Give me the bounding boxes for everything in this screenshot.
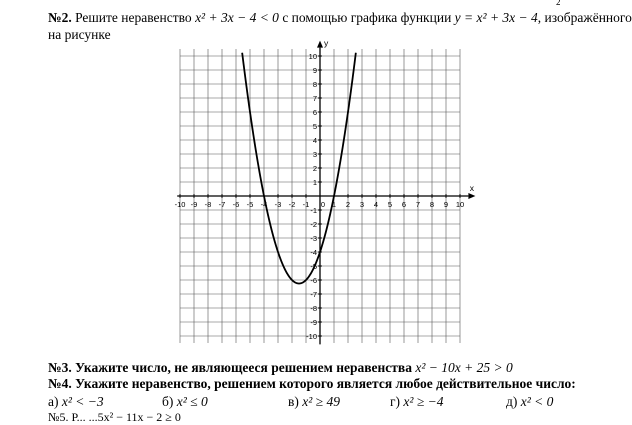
x-tick-label: -8 bbox=[204, 200, 212, 209]
problem-3-number: №3. bbox=[48, 360, 72, 375]
x-tick-label: 0 bbox=[320, 200, 326, 209]
y-tick-label: -9 bbox=[310, 318, 317, 327]
y-tick-label: -6 bbox=[310, 276, 317, 285]
problem-4 bbox=[48, 376, 576, 392]
function-graph bbox=[160, 38, 480, 344]
option-e-label: д) bbox=[506, 394, 518, 409]
y-tick-label: -8 bbox=[310, 304, 317, 313]
option-a-label: а) bbox=[48, 394, 59, 409]
x-tick-label: 9 bbox=[443, 200, 449, 209]
problem-3-inequality: x² − 10x + 25 > 0 bbox=[415, 360, 513, 375]
option-b-expr: x² ≤ 0 bbox=[176, 394, 208, 409]
y-tick-label: -10 bbox=[306, 332, 317, 341]
option-b bbox=[162, 394, 208, 410]
option-a bbox=[48, 394, 104, 410]
option-d-label: г) bbox=[390, 394, 401, 409]
problem-4-text: Укажите неравенство, решением которого является любое действительное число: bbox=[75, 376, 576, 391]
problem-2-inequality: x² + 3x − 4 < 0 bbox=[195, 10, 279, 25]
y-tick-label: -7 bbox=[310, 290, 317, 299]
x-tick-label: 7 bbox=[415, 200, 421, 209]
problem-4-number: №4. bbox=[48, 376, 72, 391]
x-axis-arrow bbox=[468, 193, 475, 199]
option-e-expr: x² < 0 bbox=[520, 394, 554, 409]
problem-3 bbox=[48, 360, 513, 376]
x-tick-label: -10 bbox=[174, 200, 186, 209]
option-b-label: б) bbox=[162, 394, 174, 409]
problem-3-text: Укажите число, не являющееся решением неравенства bbox=[75, 360, 412, 375]
option-c bbox=[288, 394, 340, 410]
problem-2-line-2: на рисунке bbox=[48, 27, 111, 42]
x-tick-label: 2 bbox=[345, 200, 351, 209]
x-tick-label: 8 bbox=[429, 200, 435, 209]
y-axis-arrow bbox=[317, 41, 323, 48]
x-tick-label: -6 bbox=[232, 200, 240, 209]
x-tick-label: 6 bbox=[401, 200, 407, 209]
y-tick-label: -2 bbox=[310, 220, 317, 229]
x-axis-name: x bbox=[469, 183, 475, 193]
y-tick-label: -4 bbox=[310, 248, 317, 257]
x-tick-label: -3 bbox=[274, 200, 282, 209]
x-tick-label: -2 bbox=[288, 200, 296, 209]
option-d bbox=[390, 394, 443, 410]
y-tick-label: -1 bbox=[310, 206, 317, 215]
x-tick-label: 3 bbox=[359, 200, 365, 209]
problem-2-text-a: Решите неравенство bbox=[75, 10, 192, 25]
y-tick-label: 4 bbox=[312, 136, 317, 145]
x-tick-label: 5 bbox=[387, 200, 393, 209]
x-tick-label: -1 bbox=[302, 200, 310, 209]
x-tick-label: -5 bbox=[246, 200, 254, 209]
y-tick-label: 10 bbox=[308, 52, 317, 61]
problem-2-function: y = x² + 3x − 4 bbox=[454, 10, 538, 25]
option-c-label: в) bbox=[288, 394, 299, 409]
y-tick-label: 3 bbox=[312, 150, 317, 159]
x-tick-label: -4 bbox=[260, 200, 268, 209]
y-tick-label: 7 bbox=[312, 94, 317, 103]
option-e bbox=[506, 394, 553, 410]
x-tick-label: 4 bbox=[373, 200, 379, 209]
problem-2-line-1 bbox=[48, 10, 632, 26]
y-tick-label: -5 bbox=[310, 262, 317, 271]
x-tick-label: -7 bbox=[218, 200, 226, 209]
y-axis-name: y bbox=[324, 38, 329, 49]
y-tick-label: 5 bbox=[312, 122, 317, 131]
y-tick-label: 8 bbox=[312, 80, 317, 89]
y-tick-label: 6 bbox=[312, 108, 317, 117]
problem-2-text-b: с помощью графика функции bbox=[282, 10, 452, 25]
x-tick-label: 10 bbox=[455, 200, 465, 209]
y-tick-label: 9 bbox=[312, 66, 317, 75]
problem-2-number: №2. bbox=[48, 10, 72, 25]
problem-5-cut-off: №5. Р... ...5x² − 11x − 2 ≥ 0 bbox=[48, 410, 181, 424]
y-tick-label: 2 bbox=[312, 164, 317, 173]
y-tick-label: 1 bbox=[312, 178, 317, 187]
corner-mark: 2 bbox=[556, 0, 561, 7]
x-tick-label: 1 bbox=[331, 200, 337, 209]
option-d-expr: x² ≥ −4 bbox=[403, 394, 444, 409]
option-a-expr: x² < −3 bbox=[61, 394, 104, 409]
option-c-expr: x² ≥ 49 bbox=[302, 394, 340, 409]
problem-2-text-c: , изображённого bbox=[537, 10, 632, 25]
x-tick-label: -9 bbox=[190, 200, 198, 209]
y-tick-label: -3 bbox=[310, 234, 317, 243]
